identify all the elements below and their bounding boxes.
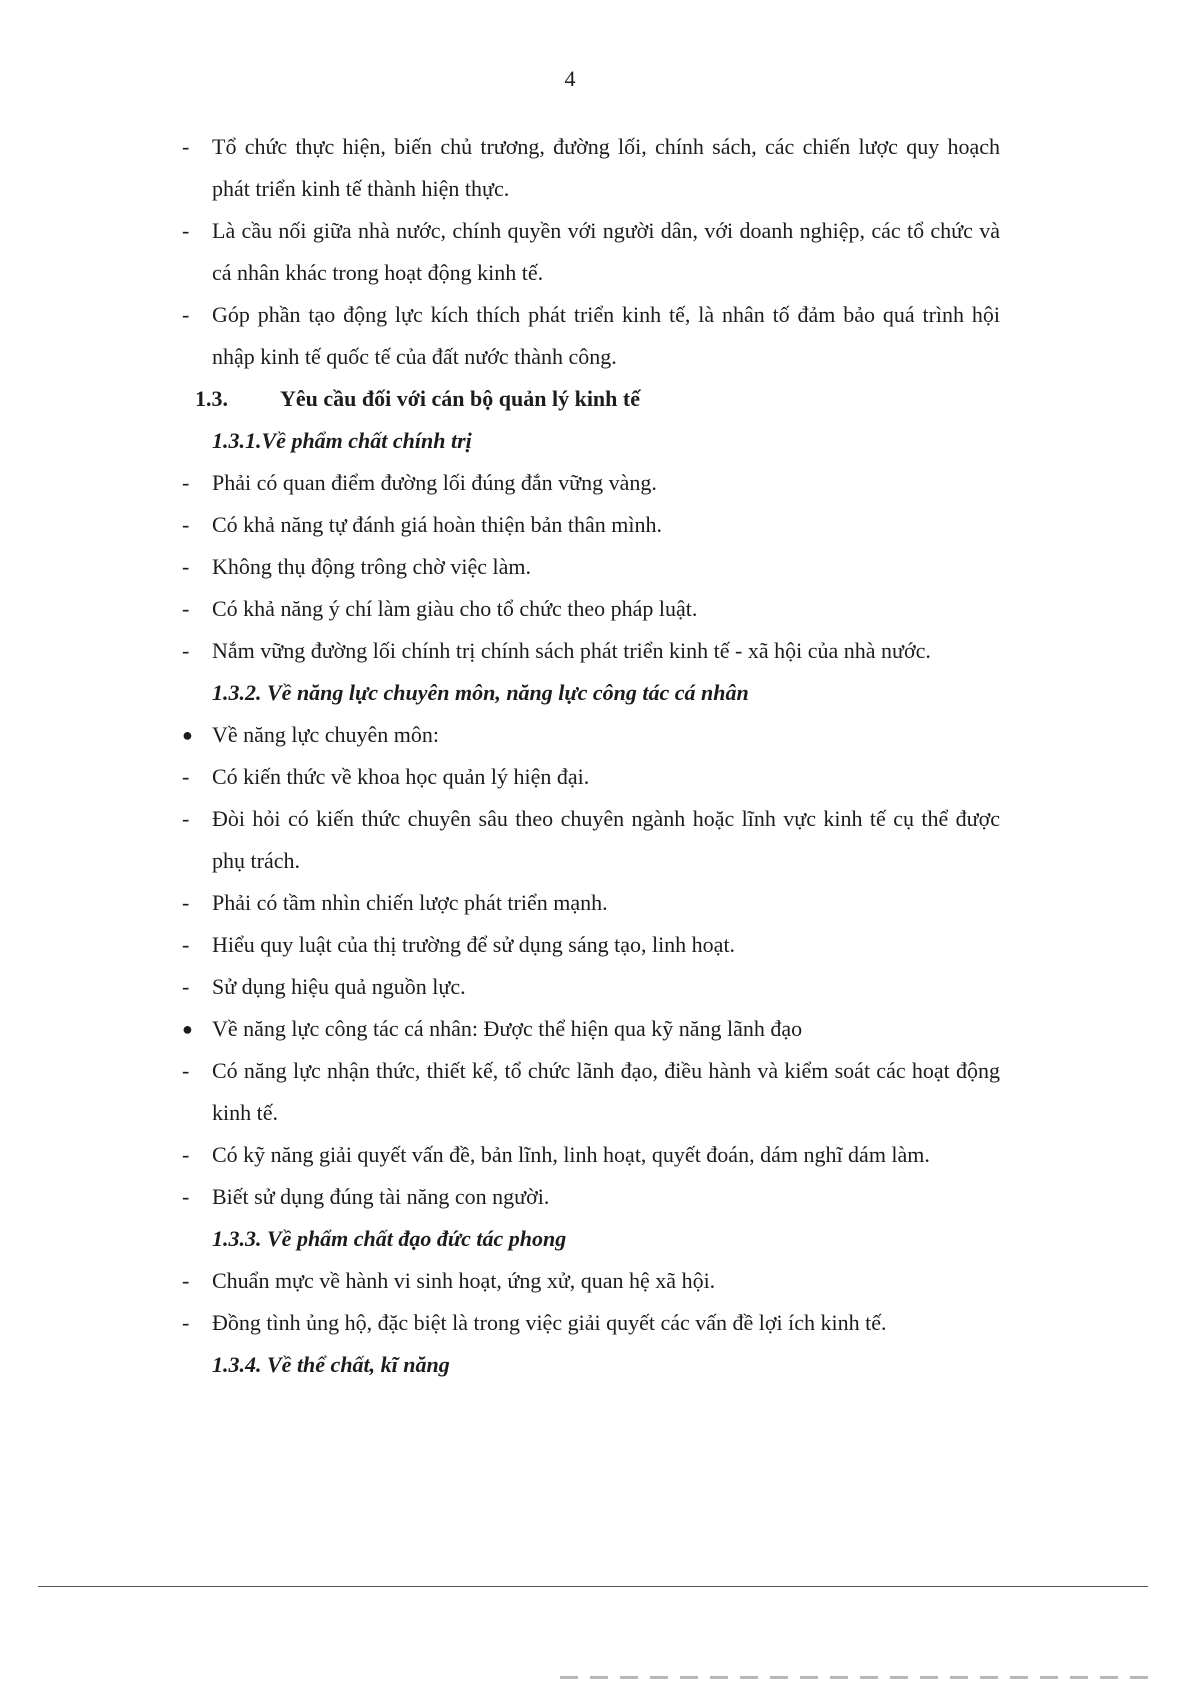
list-item-text: Tổ chức thực hiện, biến chủ trương, đường lối, chính sách, các chiến lược quy hoạch phát triển kinh tế thành hiện thực.	[212, 134, 1000, 201]
list-item-text: Góp phần tạo động lực kích thích phát triển kinh tế, là nhân tố đảm bảo quá trình hội nhập kinh tế quốc tế của đất nước thành công.	[212, 302, 1000, 369]
list-item-text: Về năng lực chuyên môn:	[212, 722, 439, 747]
footer-rule	[38, 1586, 1148, 1587]
subsection-heading: 1.3.2. Về năng lực chuyên môn, năng lực công tác cá nhân	[212, 680, 749, 705]
subsection-heading: 1.3.4. Về thể chất, kĩ năng	[212, 1352, 450, 1377]
bullet-list-item	[182, 714, 1000, 756]
dash-list-item	[182, 798, 1000, 882]
dash-marker: -	[182, 302, 190, 327]
dash-marker: -	[182, 134, 190, 159]
dash-marker: -	[182, 890, 190, 915]
list-item-text: Phải có quan điểm đường lối đúng đắn vững vàng.	[212, 470, 657, 495]
list-item-text: Phải có tầm nhìn chiến lược phát triển mạnh.	[212, 890, 608, 915]
list-item-text: Có kiến thức về khoa học quản lý hiện đại.	[212, 764, 590, 789]
dash-marker: -	[182, 764, 190, 789]
list-item-text: Đòi hỏi có kiến thức chuyên sâu theo chuyên ngành hoặc lĩnh vực kinh tế cụ thể được phụ trách.	[212, 806, 1000, 873]
dash-marker: -	[182, 596, 190, 621]
list-item-text: Có năng lực nhận thức, thiết kế, tổ chức lãnh đạo, điều hành và kiểm soát các hoạt động kinh tế.	[212, 1058, 1000, 1125]
dash-list-item	[182, 210, 1000, 294]
subsection-heading: 1.3.3. Về phẩm chất đạo đức tác phong	[212, 1226, 567, 1251]
dash-list-item	[182, 1302, 1000, 1344]
list-item-text: Nắm vững đường lối chính trị chính sách phát triển kinh tế - xã hội của nhà nước.	[212, 638, 931, 663]
dash-marker: -	[182, 638, 190, 663]
document-body	[182, 126, 1000, 1386]
dash-marker: -	[182, 932, 190, 957]
dash-marker: -	[182, 554, 190, 579]
dash-list-item	[182, 630, 1000, 672]
dash-list-item	[182, 966, 1000, 1008]
dash-marker: -	[182, 1268, 190, 1293]
list-item-text: Không thụ động trông chờ việc làm.	[212, 554, 531, 579]
list-item-text: Chuẩn mực về hành vi sinh hoạt, ứng xử, quan hệ xã hội.	[212, 1268, 716, 1293]
dash-list-item	[182, 1176, 1000, 1218]
dash-marker: -	[182, 512, 190, 537]
dash-marker: -	[182, 470, 190, 495]
list-item-text: Sử dụng hiệu quả nguồn lực.	[212, 974, 466, 999]
dash-list-item	[182, 1050, 1000, 1134]
dash-list-item	[182, 546, 1000, 588]
dash-marker: -	[182, 218, 190, 243]
subsection-heading: 1.3.1.Về phẩm chất chính trị	[212, 428, 472, 453]
section-number: 1.3.	[195, 386, 228, 411]
list-item-text: Có khả năng tự đánh giá hoàn thiện bản thân mình.	[212, 512, 663, 537]
dash-list-item	[182, 924, 1000, 966]
bullet-list-item	[182, 1008, 1000, 1050]
section-title: Yêu cầu đối với cán bộ quản lý kinh tế	[280, 386, 640, 411]
dash-marker: -	[182, 1184, 190, 1209]
dash-marker: -	[182, 806, 190, 831]
list-item-text: Hiểu quy luật của thị trường để sử dụng sáng tạo, linh hoạt.	[212, 932, 736, 957]
dash-marker: -	[182, 1310, 190, 1335]
dash-list-item	[182, 588, 1000, 630]
dash-marker: -	[182, 1058, 190, 1083]
list-item-text: Có kỹ năng giải quyết vấn đề, bản lĩnh, linh hoạt, quyết đoán, dám nghĩ dám làm.	[212, 1142, 930, 1167]
dash-list-item	[182, 504, 1000, 546]
list-item-text: Có khả năng ý chí làm giàu cho tổ chức theo pháp luật.	[212, 596, 698, 621]
dash-list-item	[182, 294, 1000, 378]
list-item-text: Đồng tình ủng hộ, đặc biệt là trong việc giải quyết các vấn đề lợi ích kinh tế.	[212, 1310, 887, 1335]
bullet-marker: ●	[182, 725, 193, 745]
page-number: 4	[564, 66, 576, 91]
dash-list-item	[182, 462, 1000, 504]
scan-edge-marks	[560, 1676, 1160, 1679]
dash-list-item	[182, 126, 1000, 210]
list-item-text: Là cầu nối giữa nhà nước, chính quyền với người dân, với doanh nghiệp, các tổ chức và cá nhân khác trong hoạt động kinh tế.	[212, 218, 1000, 285]
dash-list-item	[182, 882, 1000, 924]
dash-list-item	[182, 756, 1000, 798]
dash-list-item	[182, 1260, 1000, 1302]
list-item-text: Biết sử dụng đúng tài năng con người.	[212, 1184, 550, 1209]
dash-marker: -	[182, 1142, 190, 1167]
dash-marker: -	[182, 974, 190, 999]
section-heading	[195, 378, 1000, 420]
list-item-text: Về năng lực công tác cá nhân: Được thể hiện qua kỹ năng lãnh đạo	[212, 1016, 803, 1041]
dash-list-item	[182, 1134, 1000, 1176]
bullet-marker: ●	[182, 1019, 193, 1039]
